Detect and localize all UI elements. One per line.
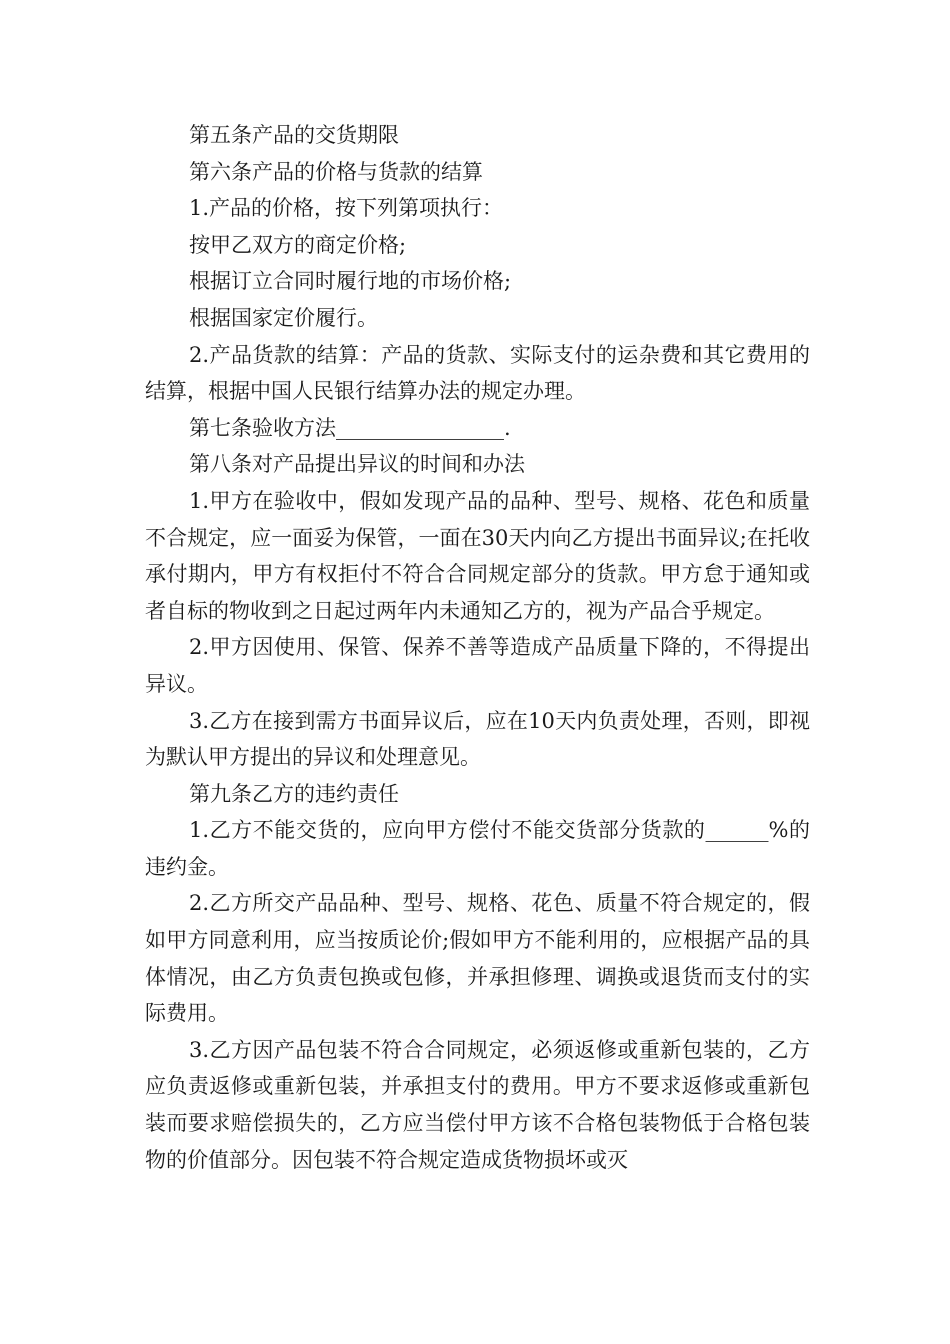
objection-clause-2: 2.甲方因使用、保管、保养不善等造成产品质量下降的，不得提出异议。 xyxy=(145,635,810,696)
article-8-heading: 第八条对产品提出异议的时间和办法 xyxy=(189,452,525,477)
article-7-heading: 第七条验收方法________________. xyxy=(189,415,511,440)
settlement-clause: 2.产品货款的结算：产品的货款、实际支付的运杂费和其它费用的结算，根据中国人民银行结算办法的规定办理。 xyxy=(145,342,810,404)
price-option-state: 根据国家定价履行。 xyxy=(189,305,378,330)
document-page xyxy=(145,117,810,1178)
liability-clause-1: 1.乙方不能交货的，应向甲方偿付不能交货部分货款的______%的违约金。 xyxy=(145,818,810,879)
objection-clause-1: 1.甲方在验收中，假如发现产品的品种、型号、规格、花色和质量不合规定，应一面妥为保管，一面在30天内向乙方提出书面异议;在托收承付期内，甲方有权拒付不符合合同规定部分的货款。甲方怠于通知或者自标的物收到之日起过两年内未通知乙方的，视为产品合乎规定。 xyxy=(145,488,810,623)
article-9-heading: 第九条乙方的违约责任 xyxy=(189,781,399,806)
price-option-negotiated: 按甲乙双方的商定价格; xyxy=(189,232,407,257)
article-5-heading: 第五条产品的交货期限 xyxy=(189,123,399,147)
liability-clause-3: 3.乙方因产品包装不符合合同规定，必须返修或重新包装的，乙方应负责返修或重新包装，并承担支付的费用。甲方不要求返修或重新包装而要求赔偿损失的，乙方应当偿付甲方该不合格包装物低于合格包装物的价值部分。因包装不符合规定造成货物损坏或灭 xyxy=(145,1037,810,1172)
objection-clause-3: 3.乙方在接到需方书面异议后，应在10天内负责处理，否则，即视为默认甲方提出的异议和处理意见。 xyxy=(145,708,810,770)
price-option-market: 根据订立合同时履行地的市场价格; xyxy=(189,269,512,294)
article-6-heading: 第六条产品的价格与货款的结算 xyxy=(189,159,483,184)
liability-clause-2: 2.乙方所交产品品种、型号、规格、花色、质量不符合规定的，假如甲方同意利用，应当按质论价;假如甲方不能利用的，应根据产品的具体情况，由乙方负责包换或包修，并承担修理、调换或退货而支付的实际费用。 xyxy=(145,891,810,1026)
price-clause: 1.产品的价格，按下列第项执行： xyxy=(189,196,504,221)
